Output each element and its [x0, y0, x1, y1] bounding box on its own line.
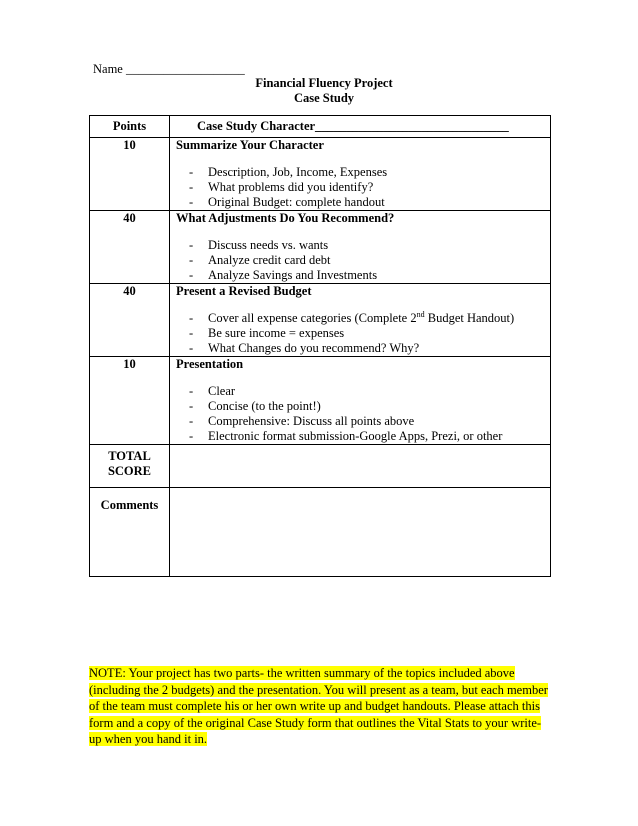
row-description	[170, 138, 551, 211]
rubric-table	[89, 115, 551, 577]
row-points: 10	[90, 357, 170, 445]
section-title: Presentation	[176, 357, 244, 371]
row-description	[170, 357, 551, 445]
total-label-line-1: TOTAL	[108, 449, 151, 463]
project-note	[89, 665, 549, 748]
row-points: 10	[90, 138, 170, 211]
bullet-dash: -	[189, 165, 194, 179]
row-points: 40	[90, 211, 170, 284]
criteria-list	[176, 384, 550, 444]
row-points: 40	[90, 284, 170, 357]
list-item	[176, 165, 550, 180]
bullet-dash: -	[189, 180, 194, 194]
list-item-text-tail: Budget Handout)	[424, 311, 515, 325]
list-item	[176, 253, 550, 268]
bullet-dash: -	[189, 399, 194, 413]
criteria-list	[176, 311, 550, 356]
table-header-row	[90, 116, 551, 138]
document-subtitle: Case Study	[293, 91, 355, 105]
comments-cell[interactable]	[170, 488, 551, 577]
list-item	[176, 341, 550, 356]
row-description	[170, 284, 551, 357]
criteria-list	[176, 165, 550, 210]
bullet-dash: -	[189, 253, 194, 267]
list-item	[176, 429, 550, 444]
list-item-text: What problems did you identify?	[208, 180, 374, 194]
points-header: Points	[90, 116, 170, 138]
table-row	[90, 211, 551, 284]
character-header: Case Study Character_______________________________	[197, 119, 509, 133]
section-title: Present a Revised Budget	[176, 284, 312, 298]
list-item-text: Concise (to the point!)	[208, 399, 321, 413]
bullet-dash: -	[189, 326, 194, 340]
list-item-text: Be sure income = expenses	[208, 326, 345, 340]
comments-label: Comments	[90, 488, 170, 577]
bullet-dash: -	[189, 429, 194, 443]
table-row	[90, 138, 551, 211]
list-item	[176, 399, 550, 414]
highlighted-note-text: NOTE: Your project has two parts- the written summary of the topics included above (including the 2 budgets) and the presentation. You will present as a team, but each member of the team must complete his or her own write up and budget handouts. Please attach this form and a copy of the original Case Study form that outlines the Vital Stats to your write-up when you hand it in.	[89, 666, 548, 746]
section-title: Summarize Your Character	[176, 138, 324, 152]
total-label-line-2: SCORE	[107, 464, 152, 478]
bullet-dash: -	[189, 384, 194, 398]
list-item-text: What Changes do you recommend? Why?	[208, 341, 420, 355]
list-item-text: Clear	[208, 384, 236, 398]
list-item	[176, 311, 550, 326]
bullet-dash: -	[189, 311, 194, 325]
list-item-text: Comprehensive: Discuss all points above	[208, 414, 415, 428]
table-row	[90, 357, 551, 445]
name-field-label: Name ___________________	[93, 62, 245, 76]
section-title: What Adjustments Do You Recommend?	[176, 211, 395, 225]
total-score-label	[90, 445, 170, 488]
comments-row	[90, 488, 551, 577]
bullet-dash: -	[189, 341, 194, 355]
list-item-text: Original Budget: complete handout	[208, 195, 385, 209]
list-item	[176, 414, 550, 429]
list-item	[176, 326, 550, 341]
total-score-cell[interactable]	[170, 445, 551, 488]
document-title: Financial Fluency Project	[255, 76, 393, 90]
character-header-cell	[170, 116, 551, 138]
list-item-text: Analyze credit card debt	[208, 253, 331, 267]
bullet-dash: -	[189, 268, 194, 282]
bullet-dash: -	[189, 238, 194, 252]
list-item	[176, 195, 550, 210]
list-item-text: Analyze Savings and Investments	[208, 268, 378, 282]
bullet-dash: -	[189, 195, 194, 209]
list-item-text: Description, Job, Income, Expenses	[208, 165, 388, 179]
list-item	[176, 268, 550, 283]
total-score-row	[90, 445, 551, 488]
bullet-dash: -	[189, 414, 194, 428]
list-item-text: Cover all expense categories (Complete 2	[208, 311, 417, 325]
list-item	[176, 384, 550, 399]
list-item	[176, 238, 550, 253]
list-item-text: Discuss needs vs. wants	[208, 238, 329, 252]
criteria-list	[176, 238, 550, 283]
row-description	[170, 211, 551, 284]
list-item-text: Electronic format submission-Google Apps, Prezi, or other	[208, 429, 503, 443]
list-item	[176, 180, 550, 195]
superscript-ordinal: nd	[416, 309, 425, 319]
table-row	[90, 284, 551, 357]
